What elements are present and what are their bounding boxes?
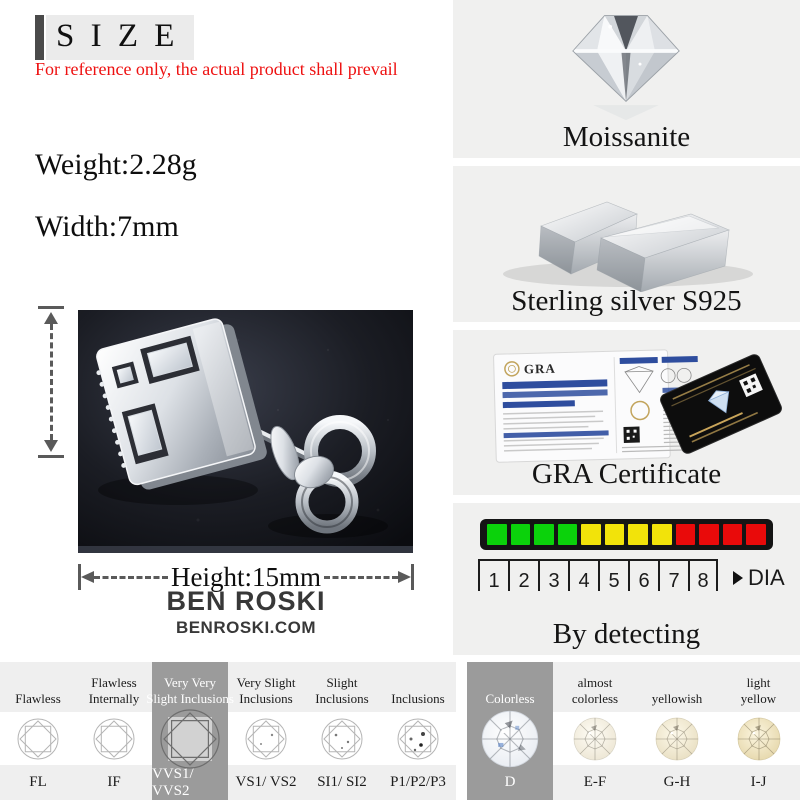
clarity-name: [237, 662, 296, 712]
clarity-name: [89, 662, 140, 712]
diamond-color-photo: [655, 712, 699, 765]
detector-segment-red: [676, 524, 696, 545]
by-detecting-label: By detecting: [552, 618, 701, 650]
ruler-number: 4: [568, 561, 598, 591]
detector-segment-yellow: [581, 524, 601, 545]
detector-segment-red: [746, 524, 766, 545]
clarity-column-vvs-selected: [146, 662, 234, 800]
color-name: [741, 662, 776, 712]
detector-segment-red: [699, 524, 719, 545]
diamond-color-photo: [573, 712, 617, 765]
color-name-line: yellowish: [651, 690, 703, 706]
size-title-badge: [35, 15, 194, 60]
panel-by-detecting: [453, 503, 800, 655]
ruler-number: 6: [628, 561, 658, 591]
color-name-line: yellow: [740, 690, 777, 706]
diamond-color-photo: [481, 712, 539, 765]
detector-segment-green: [534, 524, 554, 545]
color-name-line: colorless: [571, 690, 619, 706]
clarity-grade: FL: [29, 774, 47, 790]
clarity-name-line: Slight: [326, 674, 358, 690]
detection-ruler: [478, 559, 718, 591]
dashed-line: [94, 576, 168, 579]
clarity-name-line: Very Very: [163, 674, 217, 690]
detector-segment-green: [487, 524, 507, 545]
color-grade: I-J: [750, 774, 767, 790]
diamond-sketch-icon: [320, 712, 364, 765]
clarity-grade: IF: [107, 774, 121, 790]
clarity-name: [315, 662, 368, 712]
clarity-column-fl: [0, 662, 76, 800]
silver-bars-image: [453, 174, 800, 292]
diamond-color-photo: [737, 712, 781, 765]
color-scale: [467, 662, 800, 800]
clarity-name: [15, 662, 61, 712]
panel-moissanite: [453, 0, 800, 158]
clarity-name-line: Inclusions: [391, 690, 445, 706]
diamond-sketch-icon: [92, 712, 136, 765]
dimension-cap: [38, 455, 64, 458]
size-title: S I Z E: [46, 15, 194, 60]
dimension-cap: [38, 306, 64, 309]
detector-segment-green: [558, 524, 578, 545]
arrow-right-icon: [398, 571, 411, 583]
ruler-number: 7: [658, 561, 688, 591]
moissanite-diamond-image: [556, 4, 696, 126]
clarity-name-line: Very Slight: [236, 674, 296, 690]
color-grade: G-H: [663, 774, 691, 790]
color-detector-bar: [480, 519, 773, 550]
diamond-sketch-icon: [396, 712, 440, 765]
ruler-number: 2: [508, 561, 538, 591]
clarity-name-line: Flawless: [15, 690, 61, 706]
clarity-name-line: Inclusions: [315, 690, 369, 706]
detector-segment-yellow: [605, 524, 625, 545]
brand-website: BENROSKI.COM: [175, 618, 317, 637]
clarity-scale: [0, 662, 456, 800]
dia-arrow-icon: [733, 571, 743, 585]
color-name: [572, 662, 618, 712]
color-column-ef: [553, 662, 637, 800]
clarity-grade: SI1/ SI2: [317, 774, 367, 790]
diamond-sketch-icon: [16, 712, 60, 765]
clarity-grade: VS1/ VS2: [235, 774, 297, 790]
detector-segment-yellow: [628, 524, 648, 545]
gra-certificate-image: [453, 340, 800, 465]
diamond-sketch-icon: [244, 712, 288, 765]
vertical-dimension-arrow: [38, 306, 64, 458]
clarity-column-si: [304, 662, 380, 800]
color-name-line: light: [746, 674, 771, 690]
earring-photo: [78, 310, 413, 553]
clarity-grade: VVS1/ VVS2: [152, 765, 194, 799]
panel-sterling-silver: [453, 166, 800, 322]
ruler-number: 5: [598, 561, 628, 591]
detector-segment-yellow: [652, 524, 672, 545]
clarity-name-line: Internally: [88, 690, 140, 706]
brand-watermark: BEN ROSKI: [166, 586, 326, 616]
gra-logo-text: GRA: [523, 360, 556, 377]
arrow-down-icon: [44, 440, 58, 452]
color-grade: D: [504, 774, 516, 790]
ruler-number: 1: [478, 561, 508, 591]
dia-label: DIA: [748, 565, 785, 590]
panel-gra-certificate: [453, 330, 800, 495]
clarity-column-vs: [228, 662, 304, 800]
width-spec: Width:7mm: [35, 210, 179, 243]
color-column-ij: [717, 662, 800, 800]
dashed-line: [324, 576, 398, 579]
arrow-left-icon: [81, 571, 94, 583]
height-dimension-label: Height:15mm: [171, 561, 321, 592]
disclaimer-text: For reference only, the actual product shall prevail: [35, 59, 398, 79]
ruler-number: 8: [688, 561, 718, 591]
color-name: [485, 662, 534, 712]
color-name: [652, 662, 703, 712]
color-column-d-selected: [467, 662, 553, 800]
sterling-silver-label: Sterling silver S925: [511, 285, 742, 317]
dashed-line: [50, 324, 53, 440]
arrow-up-icon: [44, 312, 58, 324]
clarity-grade: P1/P2/P3: [390, 774, 446, 790]
weight-spec: Weight:2.28g: [35, 148, 197, 181]
clarity-name-line: Flawless: [91, 674, 137, 690]
clarity-name-line: Inclusions: [239, 690, 293, 706]
clarity-name: [391, 662, 444, 712]
detector-segment-red: [723, 524, 743, 545]
dia-marker: [733, 565, 785, 591]
gra-certificate-label: GRA Certificate: [531, 458, 722, 490]
color-column-gh: [637, 662, 717, 800]
clarity-name: [146, 662, 234, 712]
size-title-accent-bar: [35, 15, 44, 60]
detector-segment-green: [511, 524, 531, 545]
diamond-sketch-icon: [158, 712, 222, 765]
clarity-column-p: [380, 662, 456, 800]
moissanite-label: Moissanite: [562, 121, 691, 153]
ruler-number: 3: [538, 561, 568, 591]
color-grade: E-F: [583, 774, 607, 790]
clarity-name-line: Slight Inclusions: [146, 690, 234, 706]
color-name-line: Colorless: [485, 690, 535, 706]
clarity-column-if: [76, 662, 152, 800]
color-name-line: almost: [577, 674, 613, 690]
